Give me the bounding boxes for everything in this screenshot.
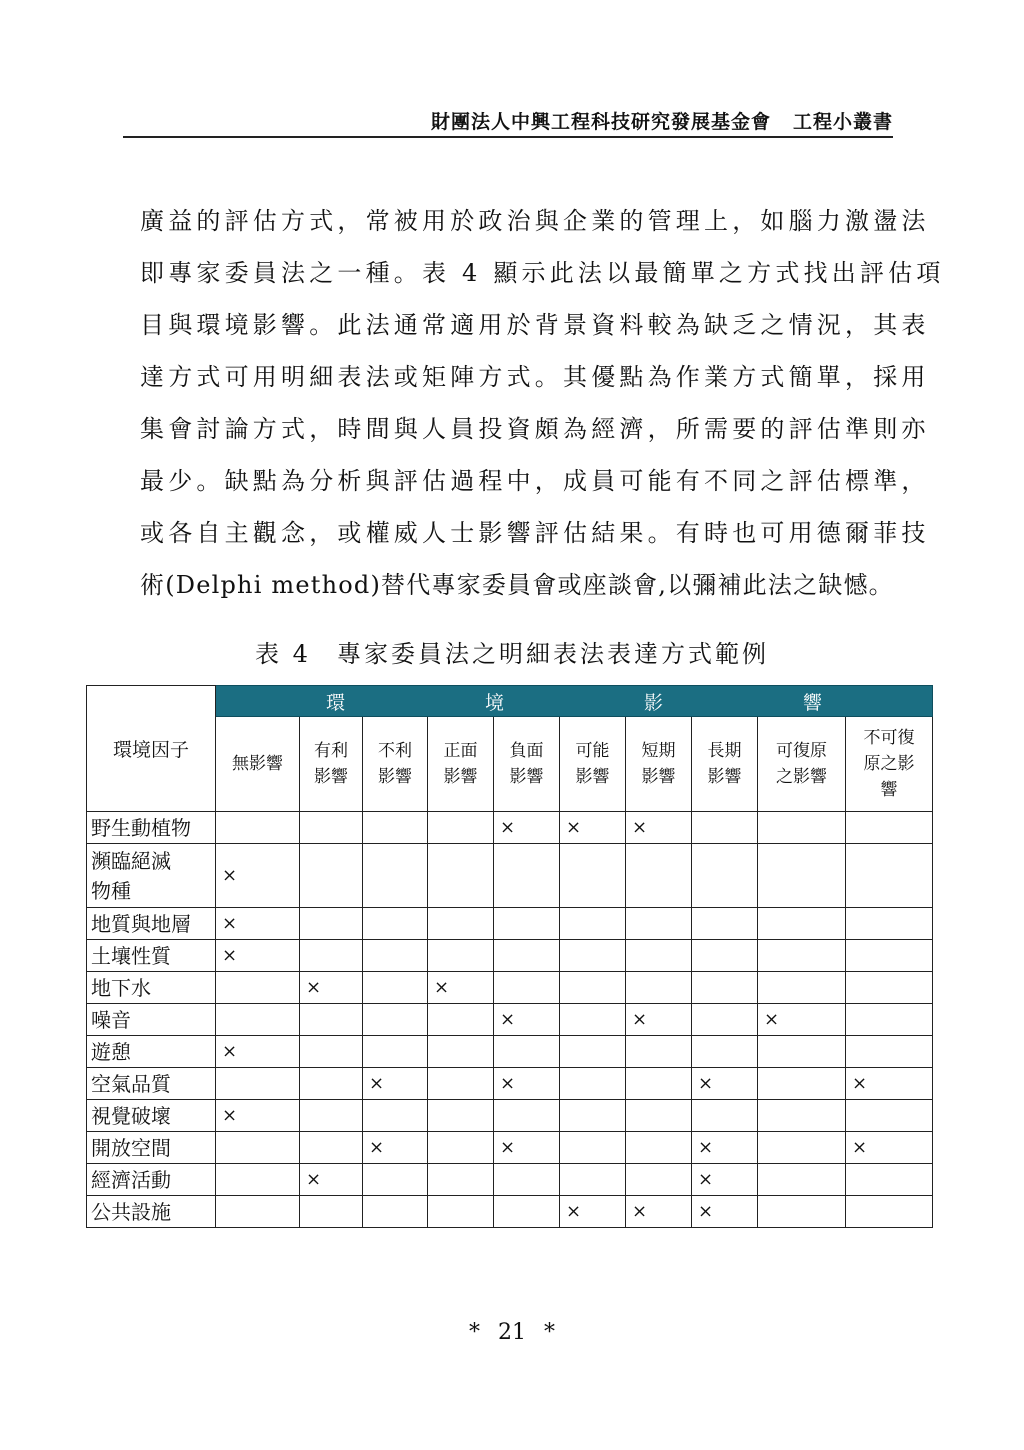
impact-mark-cell: ×: [216, 940, 300, 972]
running-header: [123, 108, 893, 138]
column-header-line: 短期: [641, 741, 676, 761]
empty-cell: [692, 940, 758, 972]
empty-cell: [363, 1164, 428, 1196]
empty-cell: [758, 940, 846, 972]
empty-cell: [560, 1164, 626, 1196]
empty-cell: [428, 812, 494, 844]
factor-header: 環境因子: [87, 686, 216, 812]
empty-cell: [846, 812, 933, 844]
factor-name-line: 視覺破壞: [91, 1103, 171, 1128]
group-header-char: 響: [802, 691, 822, 714]
factor-name: [87, 940, 216, 972]
impact-mark-cell: ×: [363, 1068, 428, 1100]
empty-cell: [216, 1068, 300, 1100]
impact-mark-cell: ×: [300, 1164, 363, 1196]
empty-cell: [560, 1004, 626, 1036]
column-header-line: 可復原: [776, 741, 827, 761]
factor-name: [87, 844, 216, 908]
empty-cell: [560, 1100, 626, 1132]
empty-cell: [626, 1036, 692, 1068]
empty-cell: [216, 1132, 300, 1164]
empty-cell: [494, 1164, 560, 1196]
impact-mark-cell: ×: [428, 972, 494, 1004]
empty-cell: [758, 908, 846, 940]
impact-column-header: [428, 717, 494, 812]
empty-cell: [494, 1100, 560, 1132]
impact-column-header: [692, 717, 758, 812]
impact-column-header: [300, 717, 363, 812]
empty-cell: [846, 1164, 933, 1196]
empty-cell: [216, 1164, 300, 1196]
empty-cell: [758, 812, 846, 844]
factor-name: [87, 1196, 216, 1228]
body-line: 或各自主觀念，或權威人士影響評估結果。有時也可用德爾菲技: [140, 519, 930, 547]
impact-mark-cell: ×: [560, 1196, 626, 1228]
empty-cell: [758, 844, 846, 908]
impact-mark-cell: ×: [692, 1132, 758, 1164]
impact-mark-cell: ×: [692, 1068, 758, 1100]
impact-column-header: [560, 717, 626, 812]
empty-cell: [428, 844, 494, 908]
empty-cell: [626, 1100, 692, 1132]
empty-cell: [758, 1164, 846, 1196]
empty-cell: [758, 1196, 846, 1228]
factor-name: [87, 908, 216, 940]
factor-name: [87, 1036, 216, 1068]
impact-mark-cell: ×: [846, 1132, 933, 1164]
empty-cell: [758, 972, 846, 1004]
factor-name-line: 地下水: [91, 975, 151, 1000]
column-header-line: 可能: [575, 741, 610, 761]
factor-name-line: 遊憩: [91, 1039, 131, 1064]
body-line: 集會討論方式，時間與人員投資頗為經濟，所需要的評估準則亦: [140, 415, 930, 443]
empty-cell: [428, 908, 494, 940]
empty-cell: [692, 1036, 758, 1068]
empty-cell: [626, 972, 692, 1004]
table-row: [87, 1068, 933, 1100]
empty-cell: [758, 1036, 846, 1068]
impact-column-header: [494, 717, 560, 812]
empty-cell: [560, 1036, 626, 1068]
impact-mark-cell: ×: [626, 1004, 692, 1036]
impact-mark-cell: ×: [300, 972, 363, 1004]
factor-name-line: 野生動植物: [91, 815, 191, 840]
empty-cell: [300, 1100, 363, 1132]
factor-name: [87, 1068, 216, 1100]
table-row: [87, 1100, 933, 1132]
empty-cell: [560, 1132, 626, 1164]
empty-cell: [758, 1100, 846, 1132]
empty-cell: [626, 940, 692, 972]
factor-name: [87, 972, 216, 1004]
empty-cell: [846, 940, 933, 972]
empty-cell: [692, 908, 758, 940]
empty-cell: [560, 844, 626, 908]
empty-cell: [494, 908, 560, 940]
empty-cell: [560, 972, 626, 1004]
factor-name: [87, 1164, 216, 1196]
empty-cell: [363, 1004, 428, 1036]
empty-cell: [692, 844, 758, 908]
table-row: [87, 972, 933, 1004]
empty-cell: [216, 812, 300, 844]
empty-cell: [428, 940, 494, 972]
empty-cell: [363, 812, 428, 844]
impact-mark-cell: ×: [494, 1068, 560, 1100]
empty-cell: [692, 812, 758, 844]
impact-column-header: [758, 717, 846, 812]
empty-cell: [626, 1132, 692, 1164]
empty-cell: [300, 1004, 363, 1036]
empty-cell: [300, 940, 363, 972]
impact-mark-cell: ×: [216, 844, 300, 908]
empty-cell: [428, 1036, 494, 1068]
impact-mark-cell: ×: [494, 1132, 560, 1164]
impact-mark-cell: ×: [626, 1196, 692, 1228]
empty-cell: [692, 972, 758, 1004]
factor-name-line: 物種: [91, 878, 131, 903]
empty-cell: [216, 972, 300, 1004]
column-header-line: 原之影: [863, 754, 915, 774]
body-line: 術(Delphi method)替代專家委員會或座談會,以彌補此法之缺憾。: [140, 571, 894, 599]
empty-cell: [692, 1100, 758, 1132]
page-number: 21: [498, 1320, 526, 1345]
empty-cell: [428, 1068, 494, 1100]
table-row: [87, 940, 933, 972]
table-row: [87, 812, 933, 844]
table-caption-text: 專家委員法之明細表法表達方式範例: [336, 640, 769, 668]
body-line: 目與環境影響。此法通常適用於背景資料較為缺乏之情況，其表: [140, 311, 930, 339]
factor-name-line: 開放空間: [91, 1135, 171, 1160]
empty-cell: [363, 844, 428, 908]
empty-cell: [363, 1196, 428, 1228]
impact-mark-cell: ×: [626, 812, 692, 844]
page-footer: [0, 1320, 1024, 1345]
empty-cell: [494, 1196, 560, 1228]
factor-name-line: 土壤性質: [91, 943, 171, 968]
empty-cell: [626, 1068, 692, 1100]
impact-mark-cell: ×: [560, 812, 626, 844]
impact-column-header: [363, 717, 428, 812]
empty-cell: [428, 1164, 494, 1196]
empty-cell: [560, 1068, 626, 1100]
factor-name: [87, 1132, 216, 1164]
factor-name: [87, 1100, 216, 1132]
empty-cell: [300, 812, 363, 844]
column-header-line: 有利: [314, 741, 348, 761]
empty-cell: [846, 1196, 933, 1228]
impact-checklist-table: [86, 685, 933, 1228]
column-header-line: 影響: [707, 767, 742, 787]
empty-cell: [300, 1196, 363, 1228]
empty-cell: [846, 844, 933, 908]
impact-mark-cell: ×: [216, 908, 300, 940]
column-header-line: 正面: [443, 741, 478, 761]
table-caption-label: 表 4: [255, 640, 311, 668]
column-header-line: 影響: [641, 767, 676, 787]
column-header-line: 影響: [443, 767, 478, 787]
table-caption: [0, 634, 1024, 669]
impact-column-header: [626, 717, 692, 812]
empty-cell: [428, 1132, 494, 1164]
impact-mark-cell: ×: [692, 1196, 758, 1228]
footer-star: *: [469, 1320, 480, 1345]
table-row: [87, 1132, 933, 1164]
impact-mark-cell: ×: [363, 1132, 428, 1164]
empty-cell: [428, 1004, 494, 1036]
empty-cell: [363, 1036, 428, 1068]
column-header-line: 負面: [509, 741, 544, 761]
empty-cell: [428, 1100, 494, 1132]
empty-cell: [758, 1068, 846, 1100]
column-header-line: 影響: [575, 767, 610, 787]
impact-mark-cell: ×: [846, 1068, 933, 1100]
table-row: [87, 1004, 933, 1036]
empty-cell: [494, 1036, 560, 1068]
empty-cell: [363, 908, 428, 940]
factor-name-line: 經濟活動: [91, 1167, 171, 1192]
empty-cell: [846, 1004, 933, 1036]
table-row: [87, 1036, 933, 1068]
header-series: 工程小叢書: [792, 111, 893, 133]
empty-cell: [428, 1196, 494, 1228]
empty-cell: [846, 1100, 933, 1132]
empty-cell: [626, 844, 692, 908]
column-header-line: 之影響: [776, 767, 827, 787]
empty-cell: [300, 1036, 363, 1068]
table-row: [87, 844, 933, 908]
empty-cell: [216, 1004, 300, 1036]
body-line: 達方式可用明細表法或矩陣方式。其優點為作業方式簡單，採用: [140, 363, 930, 391]
impact-mark-cell: ×: [216, 1036, 300, 1068]
column-header-line: 長期: [707, 741, 742, 761]
impact-mark-cell: ×: [494, 812, 560, 844]
empty-cell: [363, 972, 428, 1004]
factor-name: [87, 812, 216, 844]
factor-name-line: 空氣品質: [91, 1071, 171, 1096]
column-header-line: 影響: [314, 767, 348, 787]
table-row: [87, 1196, 933, 1228]
empty-cell: [626, 908, 692, 940]
body-line: 即專家委員法之一種。表 4 顯示此法以最簡單之方式找出評估項: [140, 259, 945, 287]
column-header-line: 不利: [378, 741, 412, 761]
empty-cell: [300, 1132, 363, 1164]
header-org: 財團法人中興工程科技研究發展基金會: [430, 111, 771, 133]
column-header-line: 響: [880, 780, 898, 800]
factor-name-line: 瀕臨絕滅: [91, 848, 171, 873]
empty-cell: [626, 1164, 692, 1196]
body-paragraph: [140, 203, 945, 619]
factor-name-line: 噪音: [91, 1007, 131, 1032]
table-row: [87, 1164, 933, 1196]
empty-cell: [494, 972, 560, 1004]
table-row: [87, 908, 933, 940]
body-line: 最少。缺點為分析與評估過程中，成員可能有不同之評估標準，: [140, 467, 930, 495]
impact-group-header: [216, 686, 933, 717]
empty-cell: [846, 1036, 933, 1068]
empty-cell: [494, 844, 560, 908]
empty-cell: [560, 908, 626, 940]
footer-star: *: [544, 1320, 555, 1345]
empty-cell: [300, 844, 363, 908]
empty-cell: [758, 1132, 846, 1164]
empty-cell: [363, 940, 428, 972]
factor-name-line: 公共設施: [91, 1199, 171, 1224]
factor-name: [87, 1004, 216, 1036]
body-line: 廣益的評估方式，常被用於政治與企業的管理上，如腦力激盪法: [140, 207, 930, 235]
column-header-line: 不可復: [863, 728, 915, 748]
impact-column-header: [216, 717, 300, 812]
column-header-line: 影響: [378, 767, 412, 787]
empty-cell: [846, 972, 933, 1004]
group-header-char: 影: [643, 691, 663, 714]
impact-mark-cell: ×: [494, 1004, 560, 1036]
empty-cell: [560, 940, 626, 972]
empty-cell: [494, 940, 560, 972]
empty-cell: [692, 1004, 758, 1036]
group-header-char: 環: [325, 691, 345, 714]
group-header-char: 境: [484, 691, 504, 714]
empty-cell: [363, 1100, 428, 1132]
empty-cell: [216, 1196, 300, 1228]
empty-cell: [300, 908, 363, 940]
impact-mark-cell: ×: [692, 1164, 758, 1196]
factor-name-line: 地質與地層: [91, 911, 191, 936]
column-header-line: 影響: [509, 767, 544, 787]
impact-mark-cell: ×: [758, 1004, 846, 1036]
impact-column-header: [846, 717, 933, 812]
empty-cell: [846, 908, 933, 940]
impact-mark-cell: ×: [216, 1100, 300, 1132]
column-header-line: 無影響: [232, 754, 283, 774]
empty-cell: [300, 1068, 363, 1100]
